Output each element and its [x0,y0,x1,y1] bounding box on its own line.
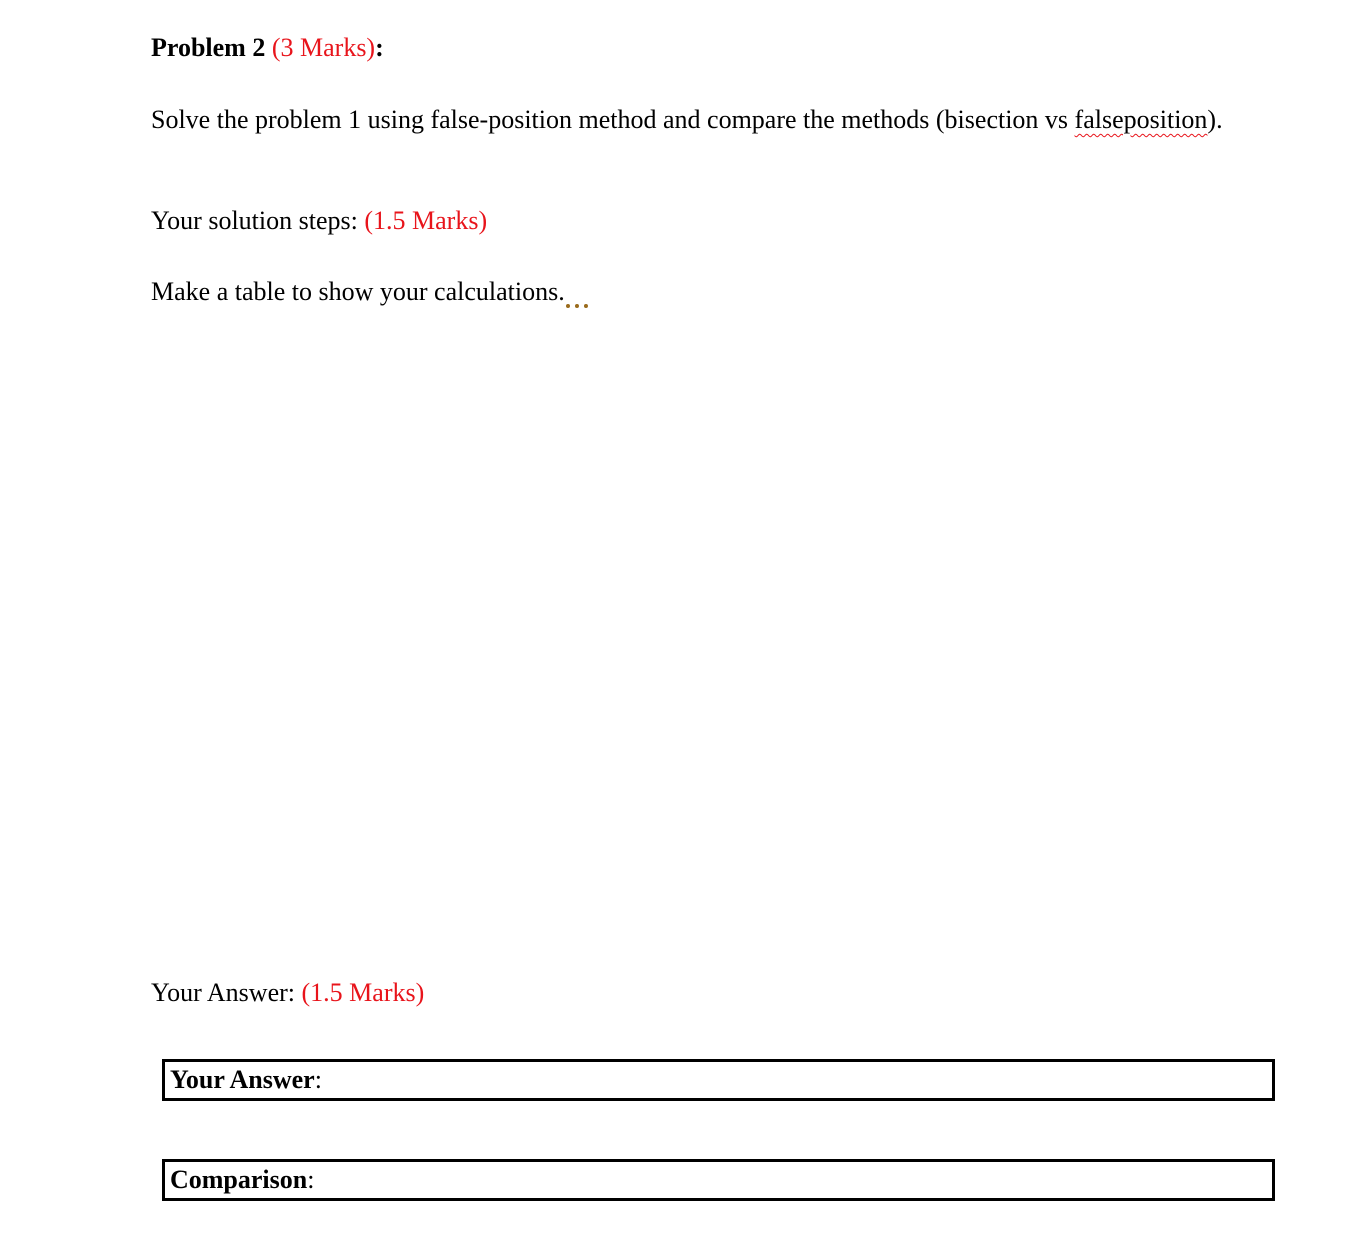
misspelled-word[interactable]: falseposition [1074,105,1208,134]
comparison-box-colon: : [307,1165,315,1194]
comparison-box[interactable] [162,1159,1275,1201]
answer-box-label: Your Answer [170,1065,315,1094]
answer-box[interactable] [162,1059,1275,1101]
problem-description-text: Solve the problem 1 using false-position method and compare the methods (bisection vs [151,105,1075,134]
solution-steps-line [151,205,487,237]
problem-heading [151,32,384,64]
answer-box-colon: : [314,1065,322,1094]
problem-description-closing: ). [1207,105,1223,134]
table-instruction-line[interactable] [151,276,588,308]
edit-marker-icon[interactable] [566,304,588,308]
answer-marks: (1.5 Marks) [301,978,425,1007]
problem-colon: : [375,33,384,62]
solution-steps-label: Your solution steps: [151,206,365,235]
problem-marks: (3 Marks) [271,33,376,62]
problem-title: Problem 2 [151,33,266,62]
answer-line [151,977,424,1009]
answer-label: Your Answer: [151,978,302,1007]
comparison-box-label: Comparison [170,1165,308,1194]
problem-description [151,104,1269,136]
table-instruction-text: Make a table to show your calculations. [151,277,565,306]
solution-steps-marks: (1.5 Marks) [364,206,488,235]
